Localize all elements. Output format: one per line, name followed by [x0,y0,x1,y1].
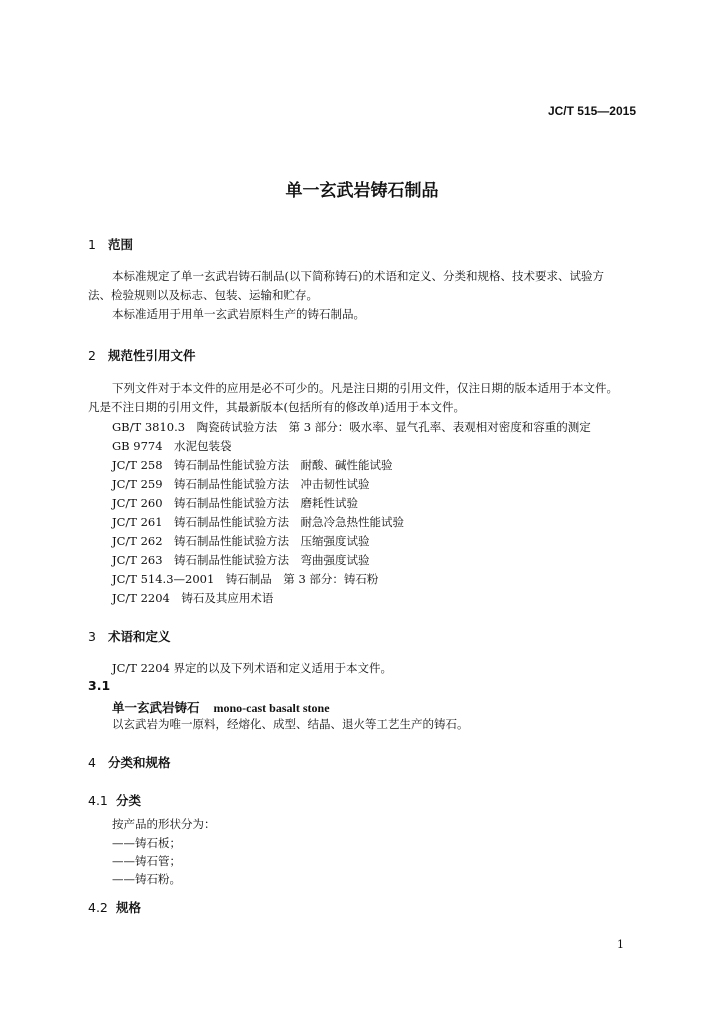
section-number: 1 [88,237,96,252]
document-title: 单一玄武岩铸石制品 [285,181,439,201]
normative-reference: JC/T 258 铸石制品性能试验方法 耐酸、碱性能试验 [112,458,393,472]
subsection-3-1-number: 3.1 [88,678,111,693]
section-2-paragraph-line: 凡是不注日期的引用文件，其最新版本(包括所有的修改单)适用于本文件。 [88,400,465,414]
normative-reference: JC/T 262 铸石制品性能试验方法 压缩强度试验 [112,534,370,548]
classification-intro: 按产品的形状分为： [112,817,216,831]
normative-reference: GB 9774 水泥包装袋 [112,439,232,453]
section-number: 3 [88,629,96,644]
classification-item: ——铸石板； [112,836,181,850]
section-title: 术语和定义 [108,629,171,644]
section-title: 范围 [108,237,134,252]
section-1-paragraph-line: 本标准规定了单一玄武岩铸石制品(以下简称铸石)的术语和定义、分类和规格、技术要求、试验方 [112,269,604,283]
classification-item: ——铸石粉。 [112,872,181,886]
subsection-number: 4.1 [88,793,108,808]
subsection-4-2-heading [88,898,141,916]
normative-reference: JC/T 260 铸石制品性能试验方法 磨耗性试验 [112,496,359,510]
normative-reference: JC/T 514.3—2001 铸石制品 第 3 部分：铸石粉 [112,572,379,586]
section-2-paragraph-line: 下列文件对于本文件的应用是必不可少的。凡是注日期的引用文件，仅注日期的版本适用于本文件。 [112,381,618,395]
subsection-title: 分类 [116,793,142,808]
section-2-heading [88,346,196,364]
normative-reference: JC/T 2204 铸石及其应用术语 [112,591,274,605]
normative-reference: JC/T 259 铸石制品性能试验方法 冲击韧性试验 [112,477,370,491]
term-entry [112,697,330,716]
section-1-heading [88,235,133,253]
section-number: 4 [88,755,96,770]
section-1-paragraph: 本标准适用于用单一玄武岩原料生产的铸石制品。 [112,307,365,321]
classification-item: ——铸石管； [112,854,181,868]
section-4-heading [88,753,171,771]
subsection-title: 规格 [116,900,142,915]
subsection-number: 4.2 [88,900,108,915]
standard-code: JC/T 515—2015 [547,104,636,118]
page-number: 1 [617,938,624,951]
section-number: 2 [88,348,96,363]
normative-reference: GB/T 3810.3 陶瓷砖试验方法 第 3 部分：吸水率、显气孔率、表观相对密度和容重的测定 [112,420,591,434]
term-definition: 以玄武岩为唯一原料，经熔化、成型、结晶、退火等工艺生产的铸石。 [112,717,469,731]
section-title: 规范性引用文件 [108,348,196,363]
normative-reference: JC/T 263 铸石制品性能试验方法 弯曲强度试验 [112,553,370,567]
section-3-paragraph: JC/T 2204 界定的以及下列术语和定义适用于本文件。 [112,661,393,675]
term-chinese: 单一玄武岩铸石 [112,700,200,715]
subsection-4-1-heading [88,791,141,809]
section-title: 分类和规格 [108,755,171,770]
section-3-heading [88,627,171,645]
section-1-paragraph-line: 法、检验规则以及标志、包装、运输和贮存。 [88,288,318,302]
normative-reference: JC/T 261 铸石制品性能试验方法 耐急冷急热性能试验 [112,515,405,529]
term-english: mono-cast basalt stone [213,701,330,715]
